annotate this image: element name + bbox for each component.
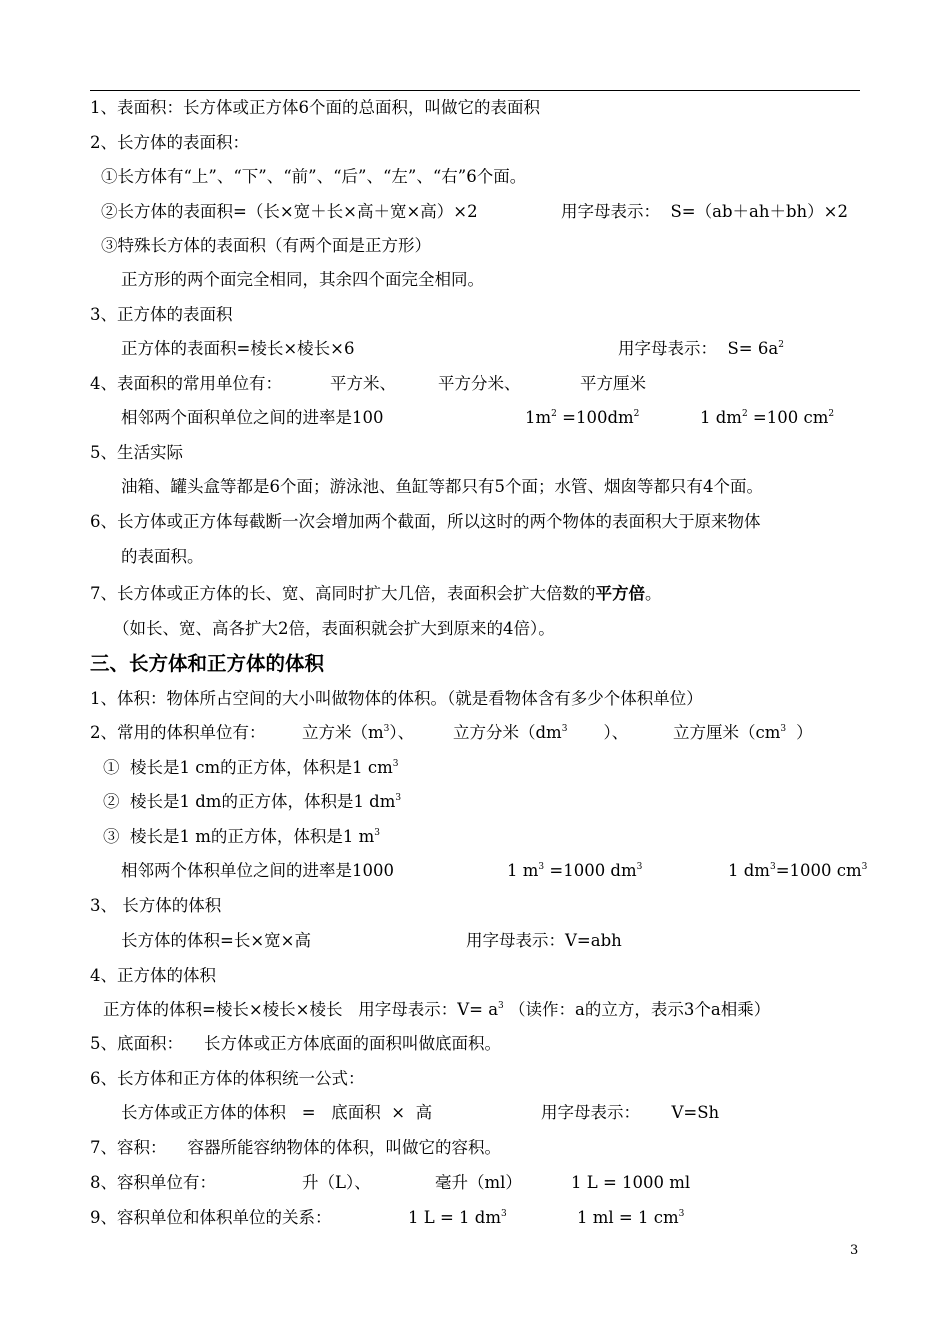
unit-cubic-decimeter: 立方分米（$dm^3$ ）、 [453,723,629,742]
unit-cubic-centimeter: 立方厘米（$cm^3$ ） [673,723,813,742]
item-2-cuboid-surface-area: 2、长方体的表面积： [90,133,249,152]
volume-item-7: 7、容积： 容器所能容纳物体的体积，叫做它的容积。 [90,1138,501,1157]
volume-rate: 相邻两个体积单位之间的进率是1000 [121,861,394,880]
section-heading-volume: 三、长方体和正方体的体积 [90,652,325,675]
volume-item-3-formula: 长方体的体积=长×宽×高 [121,931,311,950]
item-2-3-special-cuboid: ③特殊长方体的表面积（有两个面是正方形） [101,236,431,255]
item-4-conversion-2: 1 $dm^2 =100$ $cm^2$ [700,408,835,427]
item-4-conversion-1: $1m^2 =100dm^2$ [525,408,640,427]
item-3-formula: 正方体的表面积=棱长×棱长×6 [121,339,355,358]
item-5-examples: 油箱、罐头盒等都是6个面；游泳池、鱼缸等都只有5个面；水管、烟囱等都只有4个面。 [121,477,763,496]
volume-item-8-conversion: 1 L = 1000 ml [571,1173,691,1192]
item-1-surface-area: 1、表面积：长方体或正方体6个面的总面积，叫做它的表面积 [90,98,540,117]
volume-item-3: 3、 长方体的体积 [90,896,222,915]
header-rule [90,90,860,91]
item-4-area-units: 4、表面积的常用单位有： [90,374,282,393]
volume-item-1: 1、体积：物体所占空间的大小叫做物体的体积。（就是看物体含有多少个体积单位） [90,689,703,708]
item-6-cut: 6、长方体或正方体每截断一次会增加两个截面，所以这时的两个物体的表面积大于原来物体 [90,512,761,531]
page-number: 3 [850,1243,859,1258]
square-times-emphasis: 平方倍 [595,584,645,603]
item-5-real-life: 5、生活实际 [90,443,183,462]
unit-square-centimeter: 平方厘米 [580,374,646,393]
unit-cubic-meter: 立方米$(m^3)$、 [302,723,415,742]
item-2-1-six-faces: ①长方体有“上”、“下”、“前”、“后”、“左”、“右”6个面。 [101,167,527,186]
volume-item-6-letter: 用字母表示： V=Sh [541,1103,720,1122]
volume-conversion-1: 1 $m^3 =1000$ $dm^3$ [507,861,643,880]
volume-item-5: 5、底面积： 长方体或正方体底面的面积叫做底面积。 [90,1034,501,1053]
volume-item-6: 6、长方体和正方体的体积统一公式： [90,1069,365,1088]
item-2-2-formula: ②长方体的表面积=（长×宽＋长×高＋宽×高）×2 [101,202,478,221]
item-3-cube-surface-area: 3、正方体的表面积 [90,305,233,324]
item-4-rate: 相邻两个面积单位之间的进率是100 [121,408,384,427]
volume-item-3-letter: 用字母表示：V=abh [466,931,622,950]
item-7-scaling: 7、长方体或正方体的长、宽、高同时扩大几倍，表面积会扩大倍数的平方倍。 [90,584,662,603]
volume-item-2: 2、常用的体积单位有： [90,723,266,742]
unit-square-decimeter: 平方分米、 [438,374,521,393]
item-2-3-note: 正方形的两个面完全相同，其余四个面完全相同。 [121,270,484,289]
volume-item-9-conversion-2: 1 ml = 1 $cm^3$ [577,1208,685,1227]
item-3-letter-formula: 用字母表示： $S= 6a^2$ [618,339,784,358]
item-7-example: （如长、宽、高各扩大2倍，表面积就会扩大到原来的4倍）。 [113,619,555,638]
volume-item-4: 4、正方体的体积 [90,966,216,985]
volume-item-2-1: ① 棱长是1 cm的正方体，体积是1 $cm^3$ [103,758,399,777]
unit-liter: 升（L）、 [302,1173,371,1192]
volume-item-2-3: ③ 棱长是1 m的正方体，体积是1 $m^3$ [103,827,381,846]
volume-item-9: 9、容积单位和体积单位的关系： [90,1208,332,1227]
item-2-2-letter-formula: 用字母表示： S=（ab＋ah＋bh）×2 [561,202,848,221]
volume-item-6-formula: 长方体或正方体的体积 = 底面积 × 高 [121,1103,433,1122]
unit-square-meter: 平方米、 [330,374,396,393]
volume-conversion-2: 1 $dm^3=1000$ $cm^3$ [728,861,868,880]
volume-item-9-conversion-1: 1 L = 1 $dm^3$ [408,1208,507,1227]
unit-milliliter: 毫升（ml） [435,1173,522,1192]
item-6-cut-cont: 的表面积。 [121,547,204,566]
volume-item-8: 8、容积单位有： [90,1173,216,1192]
volume-item-2-2: ② 棱长是1 dm的正方体，体积是1 $dm^3$ [103,792,402,811]
volume-item-4-formula: 正方体的体积=棱长×棱长×棱长 用字母表示：$V= a^3$ （读作：a的立方，表示3个a相乘） [103,1000,771,1019]
